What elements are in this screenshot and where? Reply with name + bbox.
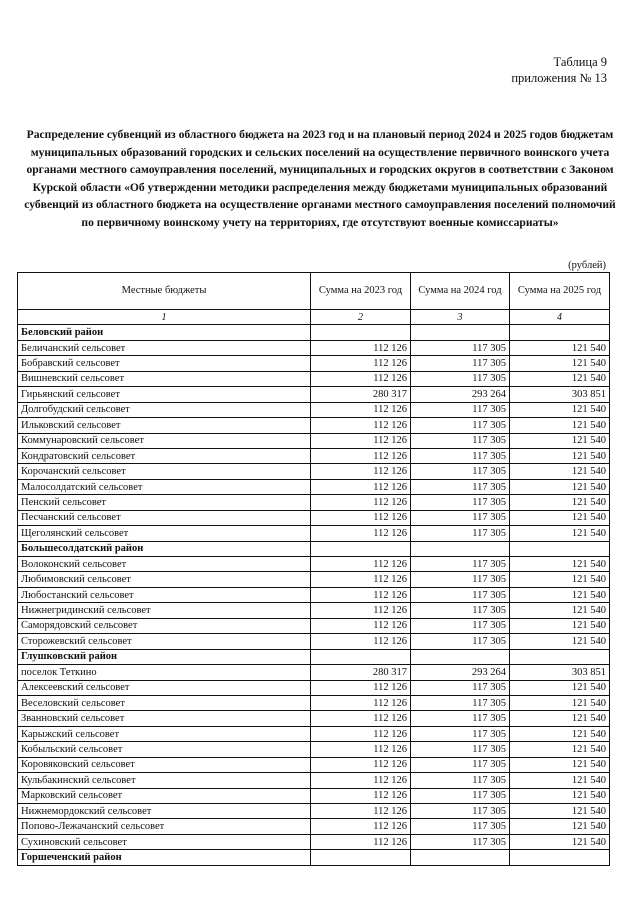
budget-name-cell: Карыжский сельсовет <box>18 726 311 741</box>
sum-2025-cell: 121 540 <box>510 340 610 355</box>
sum-2023-cell: 112 126 <box>311 834 411 849</box>
sum-2024-cell: 117 305 <box>411 587 510 602</box>
sum-2024-cell: 293 264 <box>411 665 510 680</box>
column-header-local-budgets: Местные бюджеты <box>18 273 311 310</box>
table-row <box>18 819 610 834</box>
table-row <box>18 695 610 710</box>
budget-name-cell: Вишневский сельсовет <box>18 371 311 386</box>
sum-2024-cell: 117 305 <box>411 371 510 386</box>
table-row <box>18 387 610 402</box>
sum-2024-cell: 117 305 <box>411 479 510 494</box>
budget-name-cell: Саморядовский сельсовет <box>18 618 311 633</box>
sum-2025-cell: 121 540 <box>510 618 610 633</box>
sum-2024-cell: 117 305 <box>411 418 510 433</box>
sum-2023-cell: 112 126 <box>311 464 411 479</box>
sum-2024-cell <box>411 325 510 340</box>
sum-2023-cell <box>311 325 411 340</box>
budget-name-cell: Кобыльский сельсовет <box>18 742 311 757</box>
budget-name-cell: Коммунаровский сельсовет <box>18 433 311 448</box>
budget-name-cell: Любимовский сельсовет <box>18 572 311 587</box>
table-row <box>18 526 610 541</box>
sum-2023-cell <box>311 541 411 556</box>
sum-2023-cell: 280 317 <box>311 387 411 402</box>
sum-2025-cell: 121 540 <box>510 726 610 741</box>
sum-2025-cell: 121 540 <box>510 572 610 587</box>
sum-2024-cell: 117 305 <box>411 340 510 355</box>
district-row <box>18 850 610 865</box>
sum-2023-cell: 112 126 <box>311 479 411 494</box>
budget-name-cell: Малосолдатский сельсовет <box>18 479 311 494</box>
sum-2023-cell: 112 126 <box>311 526 411 541</box>
budget-name-cell: Пенский сельсовет <box>18 495 311 510</box>
sum-2023-cell: 112 126 <box>311 773 411 788</box>
sum-2024-cell: 117 305 <box>411 834 510 849</box>
budget-name-cell: Кульбакинский сельсовет <box>18 773 311 788</box>
sum-2023-cell: 112 126 <box>311 618 411 633</box>
sum-2023-cell: 112 126 <box>311 757 411 772</box>
table-row <box>18 402 610 417</box>
budget-name-cell: Большесолдатский район <box>18 541 311 556</box>
table-row <box>18 464 610 479</box>
table-row <box>18 371 610 386</box>
district-row <box>18 325 610 340</box>
sum-2023-cell: 280 317 <box>311 665 411 680</box>
sum-2024-cell: 117 305 <box>411 448 510 463</box>
sum-2024-cell: 117 305 <box>411 804 510 819</box>
sum-2023-cell: 112 126 <box>311 695 411 710</box>
document-title: Распределение субвенций из областного бюджета на 2023 год и на плановый период 2024 и 2025 годов бюджетам муниципальных образований городских и сельских поселений на осуществление первичного воинского учета органами местного самоуправления поселений, муниципальных и городских округов в соответствии с Законом Курской области «Об утверждении методики распределения между бюджетами муниципальных образований субвенций из областного бюджета на осуществление органами местного самоуправления поселений полномочий по первичному воинскому учету на территориях, где отсутствуют военные комиссариаты» <box>24 128 616 229</box>
budget-name-cell: Сторожевский сельсовет <box>18 634 311 649</box>
sum-2023-cell: 112 126 <box>311 788 411 803</box>
sum-2024-cell: 117 305 <box>411 603 510 618</box>
budget-name-cell: Глушковский район <box>18 649 311 664</box>
sum-2025-cell <box>510 325 610 340</box>
sum-2023-cell: 112 126 <box>311 634 411 649</box>
table-row <box>18 340 610 355</box>
sum-2023-cell: 112 126 <box>311 680 411 695</box>
table-row <box>18 665 610 680</box>
sum-2025-cell: 121 540 <box>510 433 610 448</box>
budget-name-cell: Долгобудский сельсовет <box>18 402 311 417</box>
column-header-sum-2023: Сумма на 2023 год <box>311 273 411 310</box>
sum-2024-cell: 117 305 <box>411 510 510 525</box>
budget-name-cell: Нижнегридинский сельсовет <box>18 603 311 618</box>
sum-2024-cell: 117 305 <box>411 757 510 772</box>
table-row <box>18 572 610 587</box>
sum-2025-cell <box>510 541 610 556</box>
budget-name-cell: Марковский сельсовет <box>18 788 311 803</box>
table-number-label: Таблица 9 <box>553 55 607 69</box>
table-body <box>18 325 610 865</box>
table-row <box>18 433 610 448</box>
budget-name-cell: поселок Теткино <box>18 665 311 680</box>
sum-2023-cell: 112 126 <box>311 402 411 417</box>
sum-2025-cell: 121 540 <box>510 773 610 788</box>
table-row <box>18 834 610 849</box>
column-header-sum-2025: Сумма на 2025 год <box>510 273 610 310</box>
sum-2024-cell: 117 305 <box>411 819 510 834</box>
sum-2025-cell: 121 540 <box>510 557 610 572</box>
budget-name-cell: Ильковский сельсовет <box>18 418 311 433</box>
units-note: (рублей) <box>568 260 606 271</box>
sum-2025-cell: 121 540 <box>510 356 610 371</box>
table-row <box>18 618 610 633</box>
sum-2023-cell: 112 126 <box>311 433 411 448</box>
sum-2023-cell: 112 126 <box>311 711 411 726</box>
sum-2025-cell: 121 540 <box>510 587 610 602</box>
sum-2024-cell: 293 264 <box>411 387 510 402</box>
sum-2024-cell <box>411 649 510 664</box>
sum-2023-cell <box>311 649 411 664</box>
sum-2023-cell: 112 126 <box>311 557 411 572</box>
sum-2025-cell: 121 540 <box>510 495 610 510</box>
sum-2024-cell: 117 305 <box>411 726 510 741</box>
budget-name-cell: Волоконский сельсовет <box>18 557 311 572</box>
budget-name-cell: Беличанский сельсовет <box>18 340 311 355</box>
budget-name-cell: Беловский район <box>18 325 311 340</box>
sum-2025-cell: 121 540 <box>510 757 610 772</box>
table-row <box>18 788 610 803</box>
sum-2025-cell: 121 540 <box>510 804 610 819</box>
budget-name-cell: Сухиновский сельсовет <box>18 834 311 849</box>
table-header-row <box>18 273 610 310</box>
table-row <box>18 804 610 819</box>
sum-2025-cell: 303 851 <box>510 665 610 680</box>
district-row <box>18 541 610 556</box>
budget-name-cell: Любостанский сельсовет <box>18 587 311 602</box>
sum-2024-cell: 117 305 <box>411 634 510 649</box>
sum-2024-cell: 117 305 <box>411 402 510 417</box>
sum-2024-cell: 117 305 <box>411 742 510 757</box>
table-row <box>18 603 610 618</box>
sum-2024-cell: 117 305 <box>411 695 510 710</box>
table-row <box>18 757 610 772</box>
sum-2023-cell: 112 126 <box>311 495 411 510</box>
sum-2024-cell: 117 305 <box>411 433 510 448</box>
sum-2025-cell: 121 540 <box>510 695 610 710</box>
table-row <box>18 495 610 510</box>
sum-2024-cell: 117 305 <box>411 464 510 479</box>
sum-2025-cell: 121 540 <box>510 479 610 494</box>
budget-name-cell: Званновский сельсовет <box>18 711 311 726</box>
sum-2024-cell <box>411 850 510 865</box>
sum-2024-cell: 117 305 <box>411 572 510 587</box>
table-row <box>18 711 610 726</box>
table-row <box>18 448 610 463</box>
sum-2024-cell: 117 305 <box>411 773 510 788</box>
sum-2025-cell: 121 540 <box>510 526 610 541</box>
budget-name-cell: Алексеевский сельсовет <box>18 680 311 695</box>
column-number-row <box>18 310 610 325</box>
subvention-table <box>17 272 610 866</box>
table-row <box>18 479 610 494</box>
sum-2024-cell: 117 305 <box>411 618 510 633</box>
sum-2023-cell: 112 126 <box>311 371 411 386</box>
sum-2025-cell: 121 540 <box>510 680 610 695</box>
sum-2023-cell: 112 126 <box>311 587 411 602</box>
sum-2023-cell: 112 126 <box>311 340 411 355</box>
sum-2023-cell: 112 126 <box>311 726 411 741</box>
budget-name-cell: Песчанский сельсовет <box>18 510 311 525</box>
sum-2023-cell: 112 126 <box>311 603 411 618</box>
table-row <box>18 726 610 741</box>
budget-name-cell: Кондратовский сельсовет <box>18 448 311 463</box>
page-caption <box>511 54 607 86</box>
table-row <box>18 557 610 572</box>
table-row <box>18 680 610 695</box>
sum-2023-cell: 112 126 <box>311 572 411 587</box>
budget-name-cell: Корочанский сельсовет <box>18 464 311 479</box>
table-row <box>18 418 610 433</box>
budget-name-cell: Нижнемордокский сельсовет <box>18 804 311 819</box>
sum-2025-cell: 121 540 <box>510 742 610 757</box>
budget-name-cell: Гирьянский сельсовет <box>18 387 311 402</box>
sum-2023-cell: 112 126 <box>311 742 411 757</box>
sum-2024-cell: 117 305 <box>411 788 510 803</box>
sum-2023-cell: 112 126 <box>311 804 411 819</box>
column-number: 3 <box>411 310 510 325</box>
sum-2025-cell: 121 540 <box>510 819 610 834</box>
column-number: 2 <box>311 310 411 325</box>
sum-2025-cell: 121 540 <box>510 634 610 649</box>
sum-2024-cell: 117 305 <box>411 356 510 371</box>
column-number: 1 <box>18 310 311 325</box>
sum-2025-cell: 121 540 <box>510 510 610 525</box>
table-row <box>18 773 610 788</box>
budget-name-cell: Щеголянский сельсовет <box>18 526 311 541</box>
sum-2024-cell: 117 305 <box>411 495 510 510</box>
budget-name-cell: Попово-Лежачанский сельсовет <box>18 819 311 834</box>
sum-2025-cell: 121 540 <box>510 788 610 803</box>
sum-2024-cell <box>411 541 510 556</box>
sum-2023-cell <box>311 850 411 865</box>
table-row <box>18 742 610 757</box>
budget-name-cell: Бобравский сельсовет <box>18 356 311 371</box>
district-row <box>18 649 610 664</box>
sum-2025-cell: 121 540 <box>510 402 610 417</box>
table-row <box>18 587 610 602</box>
sum-2024-cell: 117 305 <box>411 526 510 541</box>
sum-2024-cell: 117 305 <box>411 711 510 726</box>
sum-2023-cell: 112 126 <box>311 819 411 834</box>
sum-2025-cell: 121 540 <box>510 371 610 386</box>
sum-2023-cell: 112 126 <box>311 418 411 433</box>
sum-2025-cell <box>510 649 610 664</box>
sum-2023-cell: 112 126 <box>311 356 411 371</box>
table-row <box>18 634 610 649</box>
table-row <box>18 510 610 525</box>
sum-2024-cell: 117 305 <box>411 557 510 572</box>
sum-2025-cell: 121 540 <box>510 418 610 433</box>
sum-2025-cell: 303 851 <box>510 387 610 402</box>
budget-name-cell: Веселовский сельсовет <box>18 695 311 710</box>
sum-2025-cell: 121 540 <box>510 448 610 463</box>
column-header-sum-2024: Сумма на 2024 год <box>411 273 510 310</box>
sum-2023-cell: 112 126 <box>311 510 411 525</box>
sum-2025-cell: 121 540 <box>510 464 610 479</box>
appendix-label: приложения № 13 <box>511 71 607 85</box>
column-number: 4 <box>510 310 610 325</box>
table-row <box>18 356 610 371</box>
budget-name-cell: Коровяковский сельсовет <box>18 757 311 772</box>
sum-2025-cell <box>510 850 610 865</box>
budget-name-cell: Горшеченский район <box>18 850 311 865</box>
sum-2025-cell: 121 540 <box>510 711 610 726</box>
sum-2025-cell: 121 540 <box>510 603 610 618</box>
sum-2025-cell: 121 540 <box>510 834 610 849</box>
sum-2023-cell: 112 126 <box>311 448 411 463</box>
sum-2024-cell: 117 305 <box>411 680 510 695</box>
